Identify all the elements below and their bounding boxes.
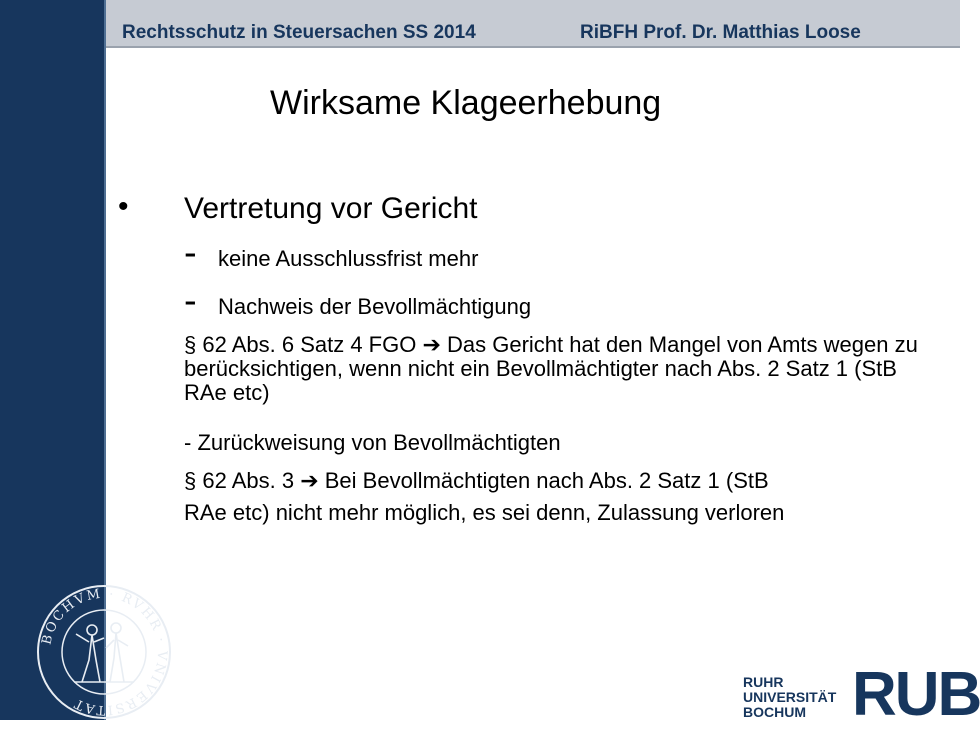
paragraph-62-abs-6: § 62 Abs. 6 Satz 4 FGO ➔ Das Gericht hat den Mangel von Amts wegen zu berücksichtigen, wenn nicht ein Bevollmächtigter nach Abs. 2 Satz 1 (StB RAe etc) [184, 332, 918, 405]
sub-item-nachweis: Nachweis der Bevollmächtigung [218, 294, 532, 319]
paragraph-62-abs-3-line1: § 62 Abs. 3 ➔ Bei Bevollmächtigten nach Abs. 2 Satz 1 (StB [184, 468, 769, 493]
slide-header [106, 0, 960, 48]
bullet-icon: • [118, 190, 129, 223]
header-lecturer: RiBFH Prof. Dr. Matthias Loose [580, 22, 861, 43]
brand-rub-logo: RUB [852, 660, 980, 729]
svg-text:BOCHVM · RVHR · VNIVERSITAT [39, 587, 169, 718]
dash-marker-2: - [184, 280, 197, 322]
slide-title: Wirksame Klageerhebung [270, 84, 662, 122]
seal-text: BOCHVM · RVHR · VNIVERSITAT [39, 586, 170, 718]
bullet-heading: Vertretung vor Gericht [184, 192, 478, 225]
dash-marker-1: - [184, 232, 197, 274]
university-seal-icon [34, 582, 174, 722]
sub-item-zurueckweisung: - Zurückweisung von Bevollmächtigten [184, 430, 561, 455]
sub-item-ausschlussfrist: keine Ausschlussfrist mehr [218, 246, 479, 271]
header-course-title: Rechtsschutz in Steuersachen SS 2014 [122, 22, 476, 43]
paragraph-62-abs-3-line2: RAe etc) nicht mehr möglich, es sei denn, Zulassung verloren [184, 500, 785, 525]
brand-university-name: RUHR UNIVERSITÄT BOCHUM [743, 674, 837, 720]
